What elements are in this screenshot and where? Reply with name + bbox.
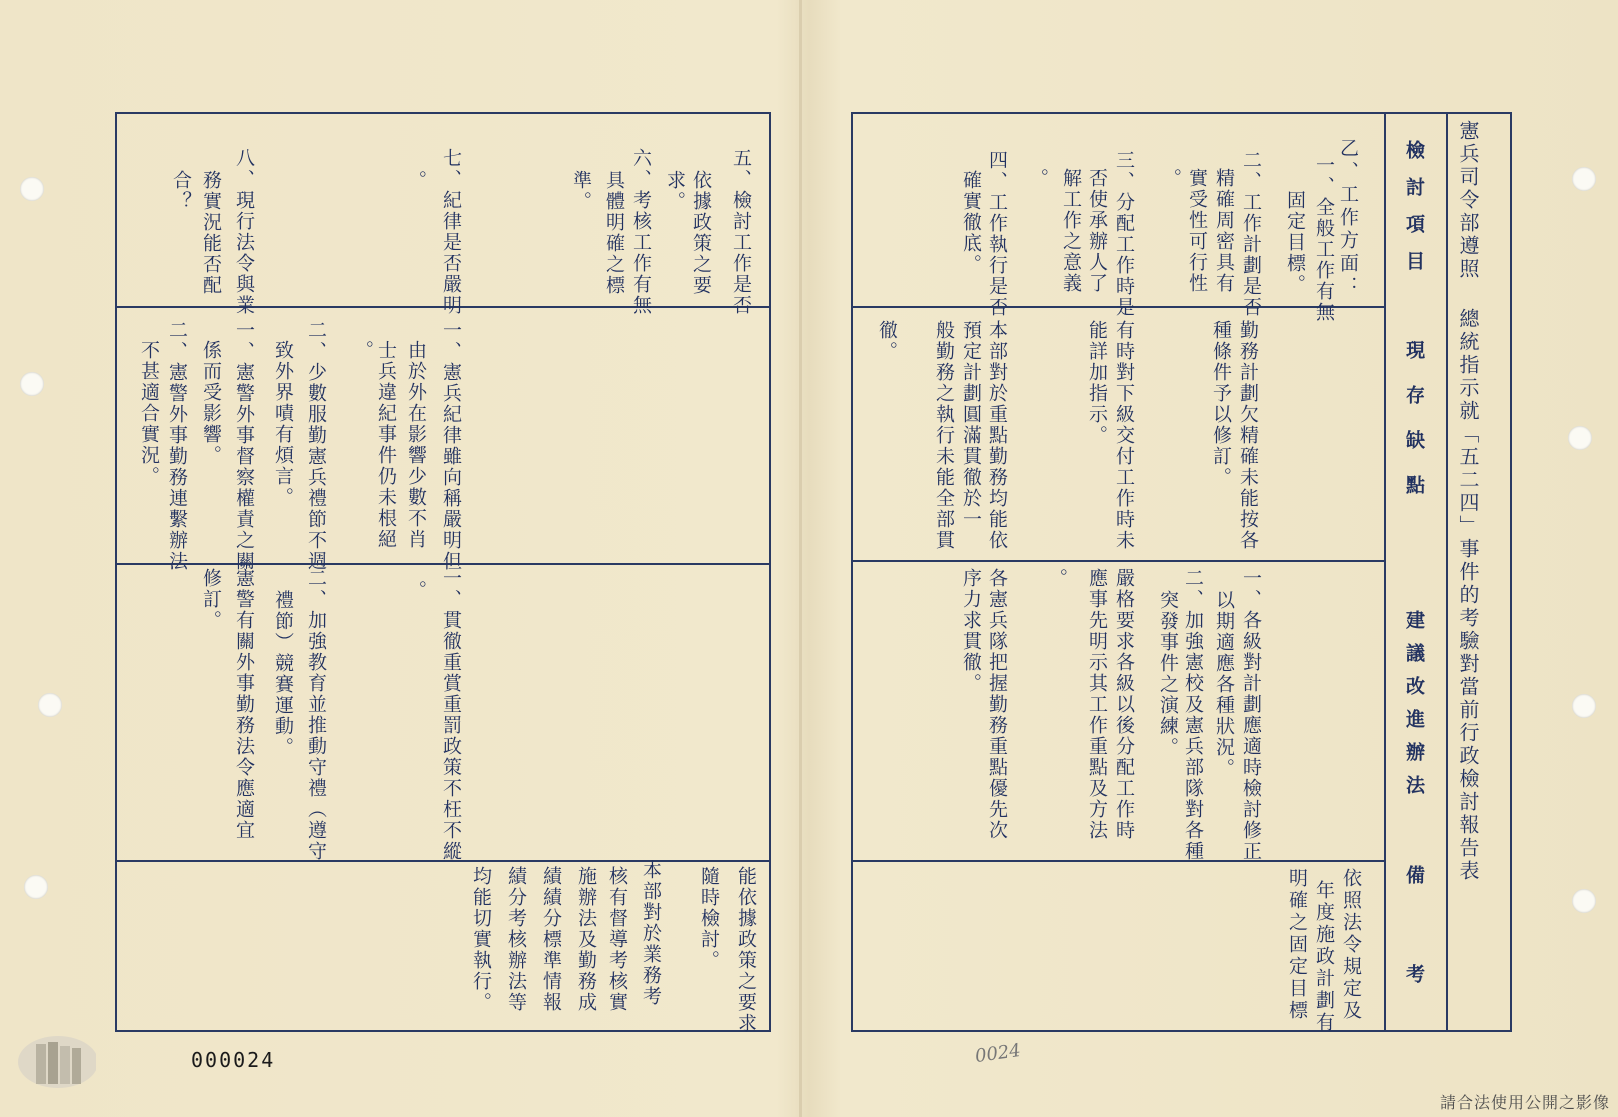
note-text: 核有督導考核實	[606, 866, 628, 1013]
review-item: 具體明確之標	[603, 170, 625, 296]
defect-text: 係而受影響。	[200, 340, 222, 466]
defect-text: 般勤務之執行未能全部貫	[933, 320, 955, 551]
defect-text: 一、憲兵紀律雖向稱嚴明但	[440, 320, 462, 572]
defect-text: 徹。	[876, 320, 898, 362]
note-text: 績績分標準情報	[540, 866, 562, 1013]
punch-hole	[20, 177, 44, 201]
defect-text: 不甚適合實況。	[138, 340, 160, 487]
improvement-text: 突發事件之演練。	[1157, 590, 1179, 758]
punch-hole	[1568, 426, 1592, 450]
header-defect: 現存缺點	[1403, 340, 1425, 520]
review-item: 七、紀律是否嚴明	[440, 148, 462, 316]
improvement-text: 各憲兵隊把握勤務重點優先次	[986, 568, 1008, 841]
usage-watermark: 請合法使用公開之影像	[1439, 1093, 1610, 1112]
defect-text: 二、少數服勤憲兵禮節不週	[305, 320, 327, 572]
review-item: 二、工作計劃是否	[1240, 150, 1262, 318]
archive-books-icon	[0, 1022, 96, 1092]
review-item: 解工作之意義	[1060, 168, 1082, 294]
review-item: 求。	[664, 170, 686, 212]
note-text: 明確之固定目標	[1286, 868, 1308, 1022]
header-note: 備考	[1403, 865, 1425, 1063]
review-item: 。	[1160, 168, 1182, 189]
review-item: 否使承辦人了	[1086, 168, 1108, 294]
improvement-text: 序力求貫徹。	[960, 568, 982, 694]
defect-text: 一、憲警外事督察權責之關	[233, 320, 255, 572]
review-item: 依據政策之要	[690, 170, 712, 296]
punch-hole	[1572, 694, 1596, 718]
punch-hole	[38, 693, 62, 717]
improvement-text: 二、加強教育並推動守禮（遵守	[305, 568, 327, 862]
improvement-text: 以期適應各種狀況。	[1213, 590, 1235, 779]
note-text: 本部對於業務考	[640, 860, 662, 1007]
defect-text: 士兵違紀事件仍未根絕	[375, 340, 397, 550]
improvement-text: 一、各級對計劃應適時檢討修正	[1240, 568, 1262, 862]
review-item: 一、全般工作有無	[1313, 155, 1335, 323]
review-item: 四、工作執行是否	[986, 150, 1008, 318]
page-fold	[799, 0, 802, 1117]
note-text: 隨時檢討。	[698, 866, 720, 971]
note-text: 均能切實執行。	[470, 866, 492, 1013]
review-item: 確實徹底。	[960, 170, 982, 275]
defect-text: 預定計劃圓滿貫徹於一	[960, 320, 982, 530]
review-item: 準。	[570, 170, 592, 212]
review-item: 八、現行法令與業	[233, 148, 255, 316]
defect-text: 由於外在影響少數不肖	[405, 340, 427, 550]
defect-text: 勤務計劃欠精確未能按各	[1237, 320, 1259, 551]
punch-hole	[20, 372, 44, 396]
right-table-hline	[851, 560, 1384, 562]
review-item: 五、檢討工作是否	[730, 148, 752, 316]
improvement-text: 。	[405, 580, 427, 601]
punch-hole	[1572, 889, 1596, 913]
note-text: 能依據政策之要求	[735, 866, 757, 1034]
improvement-text: 憲警有關外事勤務法令應適宜	[233, 568, 255, 841]
page-title: 憲兵司令部遵照 總統指示就「五二四」事件的考驗對當前行政檢討報告表	[1456, 120, 1480, 883]
document-number: 000024	[191, 1048, 276, 1072]
review-item: 三、分配工作時是	[1113, 150, 1135, 318]
note-text: 績分考核辦法等	[505, 866, 527, 1013]
defect-text: 。	[352, 340, 374, 361]
review-item: 。	[405, 170, 427, 191]
handwritten-page-mark: 0024	[973, 1039, 1023, 1068]
review-item: 精確周密具有	[1213, 168, 1235, 294]
defect-text: 種條件予以修訂。	[1210, 320, 1232, 488]
note-text: 施辦法及勤務成	[575, 866, 597, 1013]
review-item: 實受性可行性	[1186, 168, 1208, 294]
defect-text: 有時對下級交付工作時未	[1113, 320, 1135, 551]
improvement-text: 二、加強憲校及憲兵部隊對各種	[1182, 568, 1204, 862]
section-heading: 乙、工作方面：	[1337, 138, 1359, 299]
right-table-vline	[1446, 112, 1448, 1032]
review-item: 固定目標。	[1284, 190, 1306, 295]
defect-text: 致外界嘖有煩言。	[272, 340, 294, 508]
defect-text: 本部對於重點勤務均能依	[986, 320, 1008, 551]
punch-hole	[1572, 167, 1596, 191]
punch-hole	[24, 875, 48, 899]
review-item: 合？	[170, 170, 192, 212]
note-text: 依照法令規定及	[1340, 868, 1362, 1022]
right-table-hline	[851, 860, 1384, 862]
review-item: 六、考核工作有無	[630, 148, 652, 316]
improvement-text: 一、貫徹重賞重罰政策不枉不縱	[440, 568, 462, 862]
improvement-text: 修訂。	[200, 568, 222, 631]
header-improve: 建議改進辦法	[1403, 610, 1425, 808]
header-item: 檢討項目	[1403, 140, 1425, 288]
improvement-text: 禮節）競賽運動。	[272, 590, 294, 758]
improvement-text: 嚴格要求各級以後分配工作時	[1113, 568, 1135, 841]
defect-text: 二、憲警外事勤務連繫辦法	[166, 320, 188, 572]
improvement-text: 應事先明示其工作重點及方法	[1086, 568, 1108, 841]
right-table-vline	[1384, 112, 1386, 1032]
review-item: 務實況能否配	[200, 170, 222, 296]
note-text: 年度施政計劃有	[1313, 880, 1335, 1034]
improvement-text: 。	[1046, 568, 1068, 589]
defect-text: 能詳加指示。	[1086, 320, 1108, 446]
review-item: 。	[1027, 168, 1049, 189]
